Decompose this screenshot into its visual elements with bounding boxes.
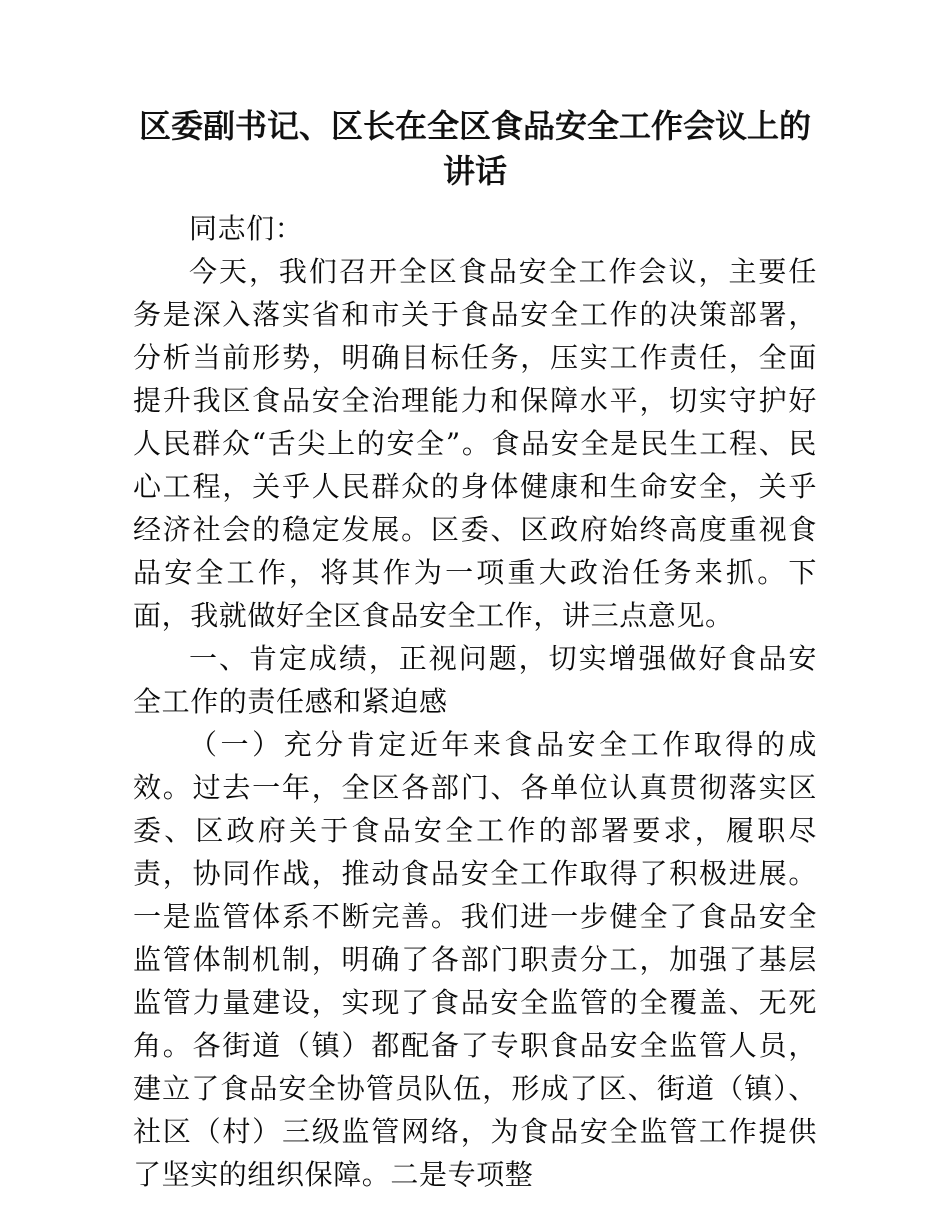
paragraph-opening: 今天，我们召开全区食品安全工作会议，主要任务是深入落实省和市关于食品安全工作的决策部署，分析当前形势，明确目标任务，压实工作责任，全面提升我区食品安全治理能力和保障水平，切实守护好人民群众“舌尖上的安全”。食品安全是民生工程、民心工程，关乎人民群众的身体健康和生命安全，关乎经济社会的稳定发展。区委、区政府始终高度重视食品安全工作，将其作为一项重大政治任务来抓。下面，我就做好全区食品安全工作，讲三点意见。 [133, 255, 817, 632]
heading-section-1: 一、肯定成绩，正视问题，切实增强做好食品安全工作的责任感和紧迫感 [133, 642, 817, 718]
page-title-line-1: 区委副书记、区长在全区食品安全工作会议上 [138, 107, 779, 145]
document-body [133, 207, 817, 1196]
paragraph-section-1-sub-1: （一）充分肯定近年来食品安全工作取得的成效。过去一年，全区各部门、各单位认真贯彻落实区委、区政府关于食品安全工作的部署要求，履职尽责，协同作战，推动食品安全工作取得了积极进展。一是监管体系不断完善。我们进一步健全了食品安全监管体制机制，明确了各部门职责分工，加强了基层监管力量建设，实现了食品安全监管的全覆盖、无死角。各街道（镇）都配备了专职食品安全监管人员，建立了食品安全协管员队伍，形成了区、街道（镇）、社区（村）三级监管网络，为食品安全监管工作提供了坚实的组织保障。二是专项整 [133, 728, 817, 1191]
page-title [133, 104, 817, 194]
page-title-line-2: 的讲话 [442, 107, 812, 190]
paragraph-salutation: 同志们： [189, 212, 304, 245]
